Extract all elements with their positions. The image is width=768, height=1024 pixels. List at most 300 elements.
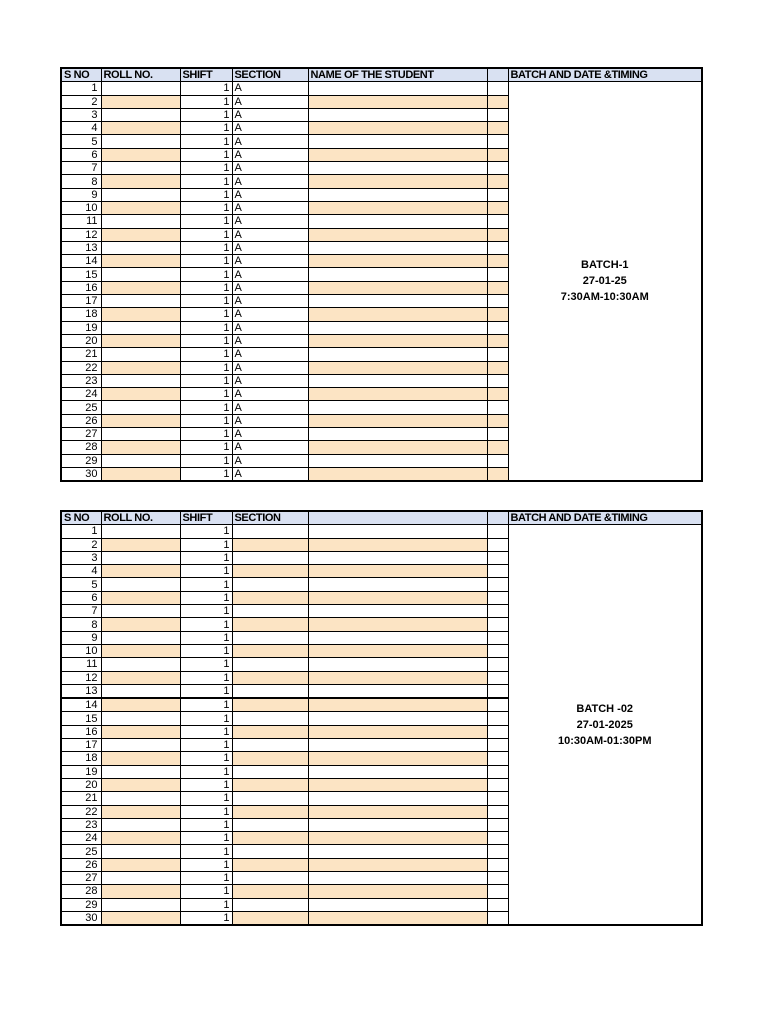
blank-cell[interactable] [487,295,508,308]
student-name-cell[interactable] [308,135,487,148]
sno-cell[interactable]: 5 [61,578,101,591]
blank-cell[interactable] [487,268,508,281]
sno-cell[interactable]: 14 [61,698,101,712]
section-cell[interactable] [232,605,308,618]
shift-cell[interactable]: 1 [180,348,232,361]
section-cell[interactable] [232,858,308,871]
shift-cell[interactable]: 1 [180,108,232,121]
section-cell[interactable]: A [232,215,308,228]
section-cell[interactable]: A [232,148,308,161]
shift-cell[interactable]: 1 [180,671,232,684]
student-name-cell[interactable] [308,752,487,765]
blank-cell[interactable] [487,565,508,578]
roll-no-cell[interactable] [101,268,180,281]
student-name-cell[interactable] [308,348,487,361]
shift-cell[interactable]: 1 [180,591,232,604]
roll-no-cell[interactable] [101,698,180,712]
roll-no-cell[interactable] [101,255,180,268]
blank-cell[interactable] [487,792,508,805]
blank-cell[interactable] [487,162,508,175]
blank-cell[interactable] [487,538,508,551]
shift-cell[interactable]: 1 [180,148,232,161]
section-cell[interactable] [232,739,308,752]
sno-cell[interactable]: 21 [61,792,101,805]
roll-no-cell[interactable] [101,872,180,885]
sno-cell[interactable]: 18 [61,752,101,765]
student-name-cell[interactable] [308,255,487,268]
section-cell[interactable]: A [232,388,308,401]
sno-cell[interactable]: 16 [61,725,101,738]
shift-cell[interactable]: 1 [180,845,232,858]
shift-cell[interactable]: 1 [180,361,232,374]
shift-cell[interactable]: 1 [180,712,232,725]
student-name-cell[interactable] [308,538,487,551]
sno-cell[interactable]: 13 [61,684,101,698]
shift-cell[interactable]: 1 [180,162,232,175]
shift-cell[interactable]: 1 [180,631,232,644]
sno-cell[interactable]: 3 [61,551,101,564]
section-cell[interactable]: A [232,441,308,454]
student-name-cell[interactable] [308,618,487,631]
section-cell[interactable]: A [232,135,308,148]
section-cell[interactable]: A [232,428,308,441]
shift-cell[interactable]: 1 [180,805,232,818]
student-name-cell[interactable] [308,885,487,898]
roll-no-cell[interactable] [101,818,180,831]
student-name-cell[interactable] [308,401,487,414]
section-cell[interactable] [232,551,308,564]
sno-cell[interactable]: 29 [61,454,101,467]
student-name-cell[interactable] [308,188,487,201]
blank-cell[interactable] [487,228,508,241]
shift-cell[interactable]: 1 [180,885,232,898]
blank-cell[interactable] [487,658,508,671]
section-cell[interactable]: A [232,188,308,201]
student-name-cell[interactable] [308,658,487,671]
roll-no-cell[interactable] [101,321,180,334]
student-name-cell[interactable] [308,388,487,401]
shift-cell[interactable]: 1 [180,605,232,618]
blank-cell[interactable] [487,281,508,294]
roll-no-cell[interactable] [101,348,180,361]
shift-cell[interactable]: 1 [180,578,232,591]
blank-cell[interactable] [487,148,508,161]
roll-no-cell[interactable] [101,82,180,95]
student-name-cell[interactable] [308,295,487,308]
blank-cell[interactable] [487,832,508,845]
shift-cell[interactable]: 1 [180,551,232,564]
shift-cell[interactable]: 1 [180,818,232,831]
sno-cell[interactable]: 27 [61,428,101,441]
section-cell[interactable]: A [232,82,308,95]
blank-cell[interactable] [487,684,508,698]
sno-cell[interactable]: 21 [61,348,101,361]
sno-cell[interactable]: 20 [61,334,101,347]
section-cell[interactable] [232,898,308,911]
student-name-cell[interactable] [308,832,487,845]
shift-cell[interactable]: 1 [180,618,232,631]
sno-cell[interactable]: 13 [61,241,101,254]
shift-cell[interactable]: 1 [180,95,232,108]
blank-cell[interactable] [487,201,508,214]
shift-cell[interactable]: 1 [180,414,232,427]
student-name-cell[interactable] [308,565,487,578]
blank-cell[interactable] [487,578,508,591]
blank-cell[interactable] [487,872,508,885]
student-name-cell[interactable] [308,162,487,175]
shift-cell[interactable]: 1 [180,911,232,925]
sno-cell[interactable]: 4 [61,122,101,135]
student-name-cell[interactable] [308,525,487,538]
student-name-cell[interactable] [308,671,487,684]
student-name-cell[interactable] [308,684,487,698]
sno-cell[interactable]: 28 [61,885,101,898]
roll-no-cell[interactable] [101,454,180,467]
shift-cell[interactable]: 1 [180,644,232,657]
blank-cell[interactable] [487,525,508,538]
student-name-cell[interactable] [308,201,487,214]
roll-no-cell[interactable] [101,805,180,818]
section-cell[interactable] [232,765,308,778]
student-name-cell[interactable] [308,591,487,604]
shift-cell[interactable]: 1 [180,321,232,334]
roll-no-cell[interactable] [101,658,180,671]
sno-cell[interactable]: 24 [61,388,101,401]
shift-cell[interactable]: 1 [180,725,232,738]
blank-cell[interactable] [487,454,508,467]
section-cell[interactable]: A [232,321,308,334]
shift-cell[interactable]: 1 [180,268,232,281]
blank-cell[interactable] [487,911,508,925]
shift-cell[interactable]: 1 [180,175,232,188]
section-cell[interactable] [232,644,308,657]
student-name-cell[interactable] [308,765,487,778]
roll-no-cell[interactable] [101,95,180,108]
blank-cell[interactable] [487,215,508,228]
section-cell[interactable] [232,684,308,698]
sno-cell[interactable]: 9 [61,188,101,201]
roll-no-cell[interactable] [101,122,180,135]
student-name-cell[interactable] [308,467,487,481]
sno-cell[interactable]: 11 [61,658,101,671]
blank-cell[interactable] [487,778,508,791]
section-cell[interactable]: A [232,95,308,108]
roll-no-cell[interactable] [101,631,180,644]
blank-cell[interactable] [487,108,508,121]
sno-cell[interactable]: 1 [61,525,101,538]
sno-cell[interactable]: 15 [61,712,101,725]
section-cell[interactable] [232,805,308,818]
section-cell[interactable]: A [232,122,308,135]
roll-no-cell[interactable] [101,591,180,604]
student-name-cell[interactable] [308,361,487,374]
sno-cell[interactable]: 10 [61,201,101,214]
roll-no-cell[interactable] [101,414,180,427]
section-cell[interactable] [232,658,308,671]
section-cell[interactable] [232,591,308,604]
blank-cell[interactable] [487,321,508,334]
sno-cell[interactable]: 10 [61,644,101,657]
student-name-cell[interactable] [308,631,487,644]
blank-cell[interactable] [487,818,508,831]
section-cell[interactable]: A [232,361,308,374]
section-cell[interactable] [232,618,308,631]
blank-cell[interactable] [487,135,508,148]
sno-cell[interactable]: 18 [61,308,101,321]
student-name-cell[interactable] [308,818,487,831]
blank-cell[interactable] [487,671,508,684]
blank-cell[interactable] [487,255,508,268]
blank-cell[interactable] [487,334,508,347]
section-cell[interactable]: A [232,414,308,427]
roll-no-cell[interactable] [101,725,180,738]
roll-no-cell[interactable] [101,565,180,578]
student-name-cell[interactable] [308,428,487,441]
student-name-cell[interactable] [308,228,487,241]
blank-cell[interactable] [487,739,508,752]
section-cell[interactable]: A [232,454,308,467]
student-name-cell[interactable] [308,911,487,925]
student-name-cell[interactable] [308,321,487,334]
sno-cell[interactable]: 19 [61,765,101,778]
section-cell[interactable]: A [232,401,308,414]
roll-no-cell[interactable] [101,752,180,765]
blank-cell[interactable] [487,414,508,427]
sno-cell[interactable]: 27 [61,872,101,885]
roll-no-cell[interactable] [101,201,180,214]
shift-cell[interactable]: 1 [180,215,232,228]
section-cell[interactable] [232,578,308,591]
roll-no-cell[interactable] [101,467,180,481]
section-cell[interactable] [232,845,308,858]
sno-cell[interactable]: 25 [61,845,101,858]
sno-cell[interactable]: 14 [61,255,101,268]
blank-cell[interactable] [487,644,508,657]
roll-no-cell[interactable] [101,441,180,454]
student-name-cell[interactable] [308,95,487,108]
roll-no-cell[interactable] [101,845,180,858]
shift-cell[interactable]: 1 [180,201,232,214]
sno-cell[interactable]: 20 [61,778,101,791]
roll-no-cell[interactable] [101,108,180,121]
roll-no-cell[interactable] [101,765,180,778]
section-cell[interactable] [232,698,308,712]
roll-no-cell[interactable] [101,228,180,241]
section-cell[interactable] [232,778,308,791]
student-name-cell[interactable] [308,858,487,871]
blank-cell[interactable] [487,95,508,108]
roll-no-cell[interactable] [101,525,180,538]
sno-cell[interactable]: 5 [61,135,101,148]
student-name-cell[interactable] [308,334,487,347]
blank-cell[interactable] [487,765,508,778]
blank-cell[interactable] [487,591,508,604]
blank-cell[interactable] [487,348,508,361]
section-cell[interactable]: A [232,228,308,241]
roll-no-cell[interactable] [101,361,180,374]
shift-cell[interactable]: 1 [180,122,232,135]
student-name-cell[interactable] [308,414,487,427]
section-cell[interactable] [232,885,308,898]
section-cell[interactable]: A [232,308,308,321]
shift-cell[interactable]: 1 [180,255,232,268]
sno-cell[interactable]: 30 [61,911,101,925]
student-name-cell[interactable] [308,578,487,591]
sno-cell[interactable]: 6 [61,591,101,604]
student-name-cell[interactable] [308,698,487,712]
blank-cell[interactable] [487,712,508,725]
roll-no-cell[interactable] [101,712,180,725]
section-cell[interactable] [232,725,308,738]
blank-cell[interactable] [487,845,508,858]
sno-cell[interactable]: 25 [61,401,101,414]
sno-cell[interactable]: 29 [61,898,101,911]
shift-cell[interactable]: 1 [180,401,232,414]
section-cell[interactable] [232,911,308,925]
sno-cell[interactable]: 28 [61,441,101,454]
blank-cell[interactable] [487,241,508,254]
section-cell[interactable] [232,752,308,765]
roll-no-cell[interactable] [101,175,180,188]
shift-cell[interactable]: 1 [180,872,232,885]
shift-cell[interactable]: 1 [180,454,232,467]
sno-cell[interactable]: 7 [61,605,101,618]
roll-no-cell[interactable] [101,538,180,551]
roll-no-cell[interactable] [101,605,180,618]
sno-cell[interactable]: 23 [61,818,101,831]
section-cell[interactable]: A [232,295,308,308]
student-name-cell[interactable] [308,148,487,161]
blank-cell[interactable] [487,82,508,95]
section-cell[interactable]: A [232,162,308,175]
roll-no-cell[interactable] [101,428,180,441]
section-cell[interactable]: A [232,334,308,347]
sno-cell[interactable]: 24 [61,832,101,845]
shift-cell[interactable]: 1 [180,228,232,241]
student-name-cell[interactable] [308,551,487,564]
shift-cell[interactable]: 1 [180,832,232,845]
student-name-cell[interactable] [308,441,487,454]
sno-cell[interactable]: 16 [61,281,101,294]
student-name-cell[interactable] [308,308,487,321]
shift-cell[interactable]: 1 [180,898,232,911]
sno-cell[interactable]: 8 [61,175,101,188]
section-cell[interactable]: A [232,281,308,294]
student-name-cell[interactable] [308,739,487,752]
roll-no-cell[interactable] [101,618,180,631]
sno-cell[interactable]: 2 [61,95,101,108]
sno-cell[interactable]: 3 [61,108,101,121]
roll-no-cell[interactable] [101,281,180,294]
student-name-cell[interactable] [308,778,487,791]
shift-cell[interactable]: 1 [180,658,232,671]
sno-cell[interactable]: 15 [61,268,101,281]
blank-cell[interactable] [487,428,508,441]
blank-cell[interactable] [487,308,508,321]
section-cell[interactable] [232,818,308,831]
student-name-cell[interactable] [308,845,487,858]
shift-cell[interactable]: 1 [180,684,232,698]
roll-no-cell[interactable] [101,374,180,387]
blank-cell[interactable] [487,388,508,401]
shift-cell[interactable]: 1 [180,428,232,441]
sno-cell[interactable]: 4 [61,565,101,578]
section-cell[interactable] [232,565,308,578]
roll-no-cell[interactable] [101,858,180,871]
section-cell[interactable]: A [232,348,308,361]
roll-no-cell[interactable] [101,241,180,254]
section-cell[interactable] [232,631,308,644]
sno-cell[interactable]: 23 [61,374,101,387]
roll-no-cell[interactable] [101,778,180,791]
section-cell[interactable]: A [232,175,308,188]
section-cell[interactable] [232,538,308,551]
sno-cell[interactable]: 1 [61,82,101,95]
sno-cell[interactable]: 26 [61,858,101,871]
sno-cell[interactable]: 22 [61,805,101,818]
shift-cell[interactable]: 1 [180,441,232,454]
sno-cell[interactable]: 12 [61,228,101,241]
section-cell[interactable]: A [232,467,308,481]
roll-no-cell[interactable] [101,578,180,591]
shift-cell[interactable]: 1 [180,765,232,778]
blank-cell[interactable] [487,122,508,135]
section-cell[interactable]: A [232,201,308,214]
sno-cell[interactable]: 9 [61,631,101,644]
student-name-cell[interactable] [308,725,487,738]
roll-no-cell[interactable] [101,295,180,308]
blank-cell[interactable] [487,467,508,481]
blank-cell[interactable] [487,188,508,201]
blank-cell[interactable] [487,752,508,765]
section-cell[interactable] [232,712,308,725]
section-cell[interactable] [232,792,308,805]
blank-cell[interactable] [487,374,508,387]
sno-cell[interactable]: 22 [61,361,101,374]
student-name-cell[interactable] [308,215,487,228]
roll-no-cell[interactable] [101,401,180,414]
shift-cell[interactable]: 1 [180,295,232,308]
blank-cell[interactable] [487,401,508,414]
roll-no-cell[interactable] [101,644,180,657]
roll-no-cell[interactable] [101,215,180,228]
shift-cell[interactable]: 1 [180,308,232,321]
sno-cell[interactable]: 26 [61,414,101,427]
blank-cell[interactable] [487,885,508,898]
shift-cell[interactable]: 1 [180,858,232,871]
blank-cell[interactable] [487,631,508,644]
blank-cell[interactable] [487,441,508,454]
section-cell[interactable]: A [232,268,308,281]
shift-cell[interactable]: 1 [180,525,232,538]
shift-cell[interactable]: 1 [180,467,232,481]
section-cell[interactable] [232,525,308,538]
blank-cell[interactable] [487,618,508,631]
shift-cell[interactable]: 1 [180,792,232,805]
roll-no-cell[interactable] [101,162,180,175]
student-name-cell[interactable] [308,644,487,657]
blank-cell[interactable] [487,175,508,188]
sno-cell[interactable]: 19 [61,321,101,334]
roll-no-cell[interactable] [101,832,180,845]
roll-no-cell[interactable] [101,308,180,321]
sno-cell[interactable]: 8 [61,618,101,631]
section-cell[interactable] [232,671,308,684]
roll-no-cell[interactable] [101,739,180,752]
shift-cell[interactable]: 1 [180,388,232,401]
blank-cell[interactable] [487,725,508,738]
roll-no-cell[interactable] [101,148,180,161]
